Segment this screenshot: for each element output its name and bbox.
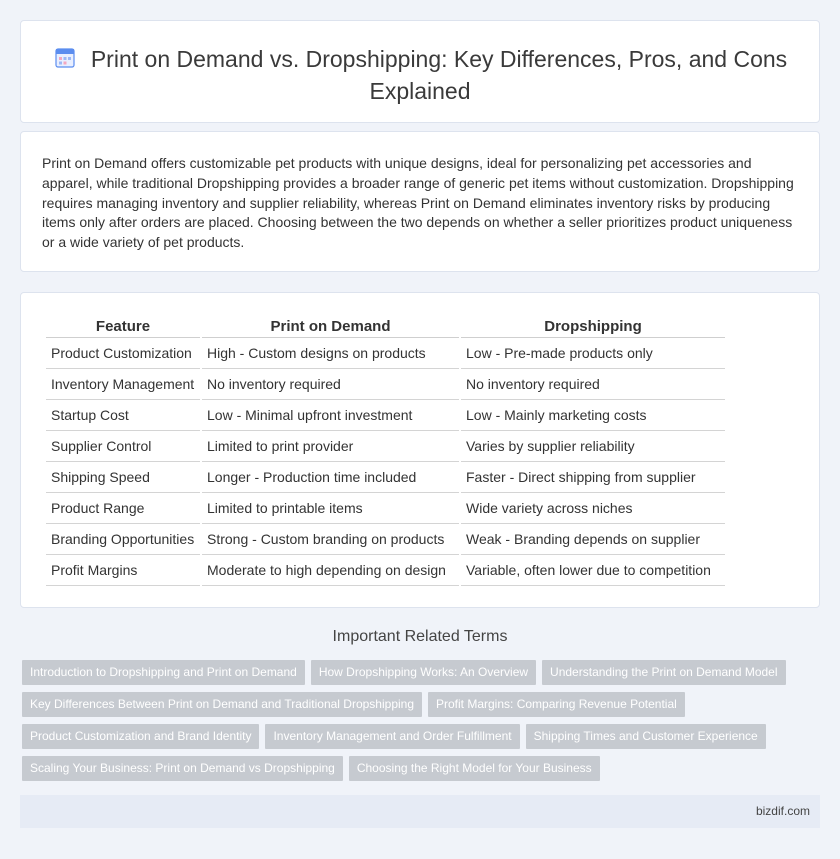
related-term-tag[interactable]: Introduction to Dropshipping and Print on Demand xyxy=(22,660,305,685)
related-term-tag[interactable]: Shipping Times and Customer Experience xyxy=(526,724,766,749)
comparison-table xyxy=(44,315,727,586)
summary-text: Print on Demand offers customizable pet products with unique designs, ideal for personalizing pet accessories and apparel, while traditional Dropshipping provides a broader range of generic pet items without customization. Dropshipping requires managing inventory and supplier reliability, whereas Print on Demand eliminates inventory risks by producing items only after orders are placed. Choosing between the two depends on whether a seller prioritizes product uniqueness or a wide variety of pet products. xyxy=(42,155,794,251)
table-row xyxy=(46,462,725,493)
summary-card xyxy=(20,131,820,272)
related-terms-list xyxy=(22,660,822,788)
footer xyxy=(20,795,820,828)
cell-feature: Startup Cost xyxy=(46,400,200,431)
header-feature: Feature xyxy=(46,315,200,338)
calendar-icon xyxy=(53,46,77,77)
related-term-tag[interactable]: Profit Margins: Comparing Revenue Potential xyxy=(428,692,685,717)
cell-dropshipping: Variable, often lower due to competition xyxy=(461,555,725,586)
header-card xyxy=(20,20,820,123)
table-row xyxy=(46,431,725,462)
header-print-on-demand: Print on Demand xyxy=(202,315,459,338)
table-header-row xyxy=(46,315,725,338)
table-row xyxy=(46,338,725,369)
related-term-tag[interactable]: How Dropshipping Works: An Overview xyxy=(311,660,536,685)
cell-print-on-demand: Limited to printable items xyxy=(202,493,459,524)
table-row xyxy=(46,555,725,586)
table-row xyxy=(46,524,725,555)
cell-dropshipping: Faster - Direct shipping from supplier xyxy=(461,462,725,493)
cell-dropshipping: Varies by supplier reliability xyxy=(461,431,725,462)
header-dropshipping: Dropshipping xyxy=(461,315,725,338)
cell-print-on-demand: Low - Minimal upfront investment xyxy=(202,400,459,431)
cell-feature: Profit Margins xyxy=(46,555,200,586)
related-term-tag[interactable]: Choosing the Right Model for Your Business xyxy=(349,756,600,781)
table-row xyxy=(46,369,725,400)
table-row xyxy=(46,400,725,431)
cell-print-on-demand: Longer - Production time included xyxy=(202,462,459,493)
related-term-tag[interactable]: Inventory Management and Order Fulfillment xyxy=(265,724,519,749)
cell-dropshipping: Weak - Branding depends on supplier xyxy=(461,524,725,555)
footer-site[interactable]: bizdif.com xyxy=(755,804,810,818)
related-terms-title: Important Related Terms xyxy=(332,628,508,645)
cell-dropshipping: Low - Pre-made products only xyxy=(461,338,725,369)
cell-feature: Branding Opportunities xyxy=(46,524,200,555)
cell-print-on-demand: Strong - Custom branding on products xyxy=(202,524,459,555)
cell-print-on-demand: High - Custom designs on products xyxy=(202,338,459,369)
cell-feature: Product Range xyxy=(46,493,200,524)
page-title-text: Print on Demand vs. Dropshipping: Key Differences, Pros, and Cons Explained xyxy=(90,46,788,104)
cell-print-on-demand: Limited to print provider xyxy=(202,431,459,462)
comparison-card xyxy=(20,292,820,608)
related-term-tag[interactable]: Product Customization and Brand Identity xyxy=(22,724,259,749)
related-term-tag[interactable]: Scaling Your Business: Print on Demand vs Dropshipping xyxy=(22,756,343,781)
cell-dropshipping: Wide variety across niches xyxy=(461,493,725,524)
cell-feature: Supplier Control xyxy=(46,431,200,462)
cell-feature: Inventory Management xyxy=(46,369,200,400)
cell-feature: Product Customization xyxy=(46,338,200,369)
related-term-tag[interactable]: Key Differences Between Print on Demand and Traditional Dropshipping xyxy=(22,692,422,717)
cell-print-on-demand: No inventory required xyxy=(202,369,459,400)
cell-print-on-demand: Moderate to high depending on design xyxy=(202,555,459,586)
page-title xyxy=(21,45,819,106)
cell-dropshipping: No inventory required xyxy=(461,369,725,400)
table-row xyxy=(46,493,725,524)
related-term-tag[interactable]: Understanding the Print on Demand Model xyxy=(542,660,785,685)
cell-dropshipping: Low - Mainly marketing costs xyxy=(461,400,725,431)
cell-feature: Shipping Speed xyxy=(46,462,200,493)
